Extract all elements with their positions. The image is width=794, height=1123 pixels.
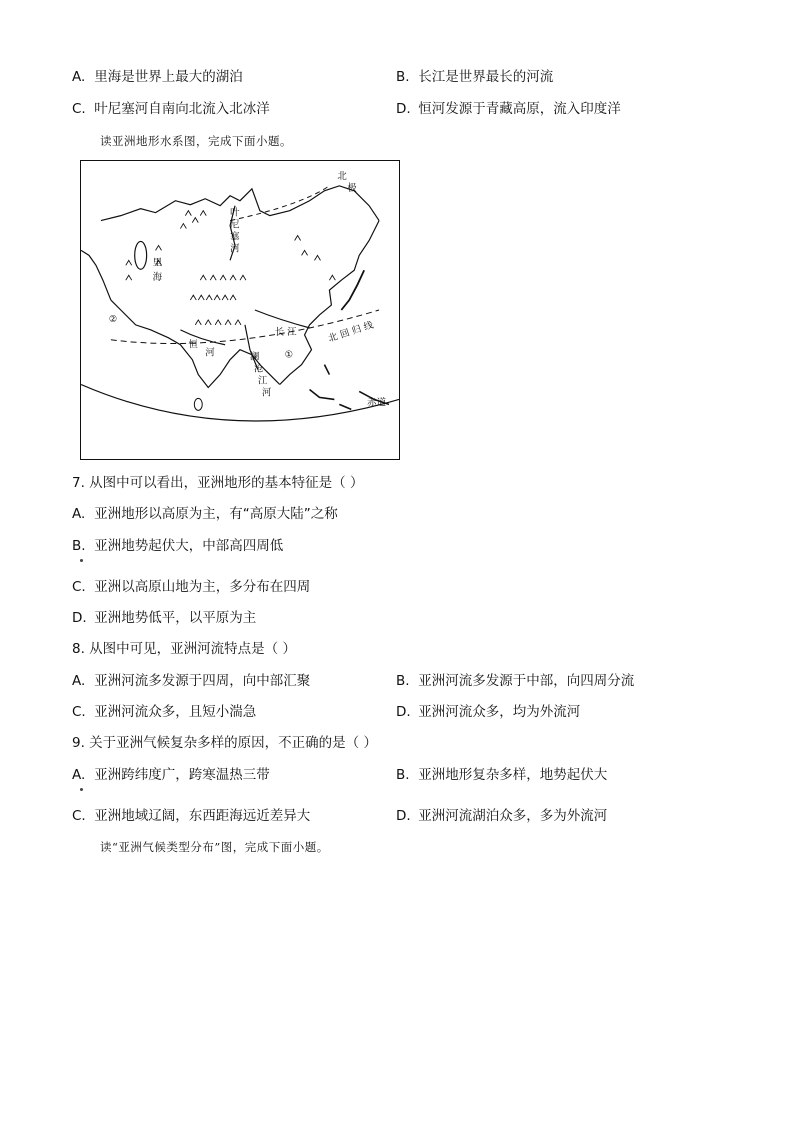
option-text: 长江是世界最长的河流 (418, 69, 554, 85)
label-ji: 极 (347, 182, 357, 194)
q7-option-a (72, 505, 338, 523)
option-letter: D. (72, 610, 87, 626)
east-coast (280, 221, 379, 385)
label-he: 河 (230, 243, 240, 255)
option-letter: C. (72, 101, 86, 117)
q8-stem: 8. 从图中可见，亚洲河流特点是（ ） (72, 641, 296, 657)
option-letter: B. (72, 538, 86, 554)
label-hai: 海 (152, 272, 163, 284)
option-text: 亚洲地形以高原为主，有“高原大陆”之称 (94, 506, 338, 522)
q9-option-a (72, 766, 270, 784)
q8-option-d (396, 703, 580, 721)
option-text: 亚洲河流众多，均为外流河 (418, 704, 581, 720)
option-text: 亚洲地形复杂多样，地势起伏大 (418, 767, 608, 783)
prev-option-b (396, 68, 553, 86)
option-text: 亚洲地域辽阔，东西距海远近差异大 (94, 808, 311, 824)
option-letter: A. (72, 767, 86, 783)
label-he-ganges: 河 (205, 347, 215, 359)
option-text: 恒河发源于青藏高原，流入印度洋 (418, 101, 621, 117)
stray-dot (80, 559, 83, 562)
option-letter: D. (396, 101, 411, 117)
q9-option-c (72, 807, 310, 825)
prev-option-d (396, 100, 621, 118)
q7-option-c (72, 578, 310, 596)
japan-islands (341, 270, 364, 310)
label-cang: 沧 (253, 363, 264, 375)
option-text: 亚洲河流多发源于四周，向中部汇聚 (94, 673, 311, 689)
label-jiang: 江 (257, 375, 268, 387)
q9-stem: 9. 关于亚洲气候复杂多样的原因，不正确的是（ ） (72, 735, 377, 751)
map-intro: 读亚洲地形水系图，完成下面小题。 (100, 134, 292, 148)
q8-option-b (396, 672, 634, 690)
option-text: 亚洲河流多发源于中部，向四周分流 (418, 673, 635, 689)
prev-option-a (72, 68, 243, 86)
label-bei: 北 (337, 170, 347, 182)
equator-line (81, 385, 399, 421)
label-he-mekong: 河 (261, 387, 272, 399)
map-drawing (81, 161, 399, 459)
option-text: 亚洲河流湖泊众多，多为外流河 (418, 808, 608, 824)
sri-lanka (194, 398, 202, 410)
label-tropic: 北 回 归 线 (326, 319, 375, 345)
option-text: 亚洲地势低平，以平原为主 (94, 610, 257, 626)
label-lan: 澜 (249, 351, 260, 363)
option-letter: B. (396, 69, 410, 85)
arctic-circle-line (230, 186, 329, 221)
label-ye: 叶 (230, 207, 240, 219)
q9-option-b (396, 766, 607, 784)
label-ni: 尼 (230, 219, 240, 231)
label-circle-1: ① (284, 349, 294, 361)
q7-stem: 7. 从图中可以看出，亚洲地形的基本特征是（ ） (72, 475, 364, 491)
yangtze-river (255, 310, 310, 328)
q7-option-b (72, 537, 283, 555)
asia-terrain-river-map (80, 160, 400, 460)
option-letter: B. (396, 673, 410, 689)
option-letter: A. (72, 506, 86, 522)
option-letter: C. (72, 579, 86, 595)
option-letter: C. (72, 808, 86, 824)
q8-option-c (72, 703, 256, 721)
q8-option-a (72, 672, 310, 690)
option-text: 亚洲地势起伏大，中部高四周低 (94, 538, 284, 554)
stray-dot (80, 788, 83, 791)
north-coast (101, 186, 379, 221)
option-text: 亚洲河流众多，且短小湍急 (94, 704, 257, 720)
q9-option-d (396, 807, 607, 825)
option-letter: A. (72, 69, 86, 85)
west-coast (81, 250, 111, 300)
climate-map-intro: 读“亚洲气候类型分布”图，完成下面小题。 (100, 840, 329, 854)
label-sai: 塞 (230, 231, 240, 243)
option-text: 叶尼塞河自南向北流入北冰洋 (94, 101, 270, 117)
q7-option-d (72, 609, 256, 627)
option-letter: A. (72, 673, 86, 689)
label-equator: 赤道 (367, 397, 386, 409)
option-letter: D. (396, 704, 411, 720)
label-yangtze: 长 江 (274, 326, 297, 338)
option-text: 亚洲跨纬度广，跨寒温热三带 (94, 767, 270, 783)
label-li: 里 (152, 257, 163, 269)
option-letter: D. (396, 808, 411, 824)
option-letter: C. (72, 704, 86, 720)
label-circle-2: ② (108, 313, 118, 325)
option-text: 里海是世界上最大的湖泊 (94, 69, 243, 85)
label-heng: 恒 (188, 339, 198, 351)
caspian-sea (135, 241, 147, 269)
prev-option-c (72, 100, 270, 118)
option-letter: B. (396, 767, 410, 783)
option-text: 亚洲以高原山地为主，多分布在四周 (94, 579, 311, 595)
